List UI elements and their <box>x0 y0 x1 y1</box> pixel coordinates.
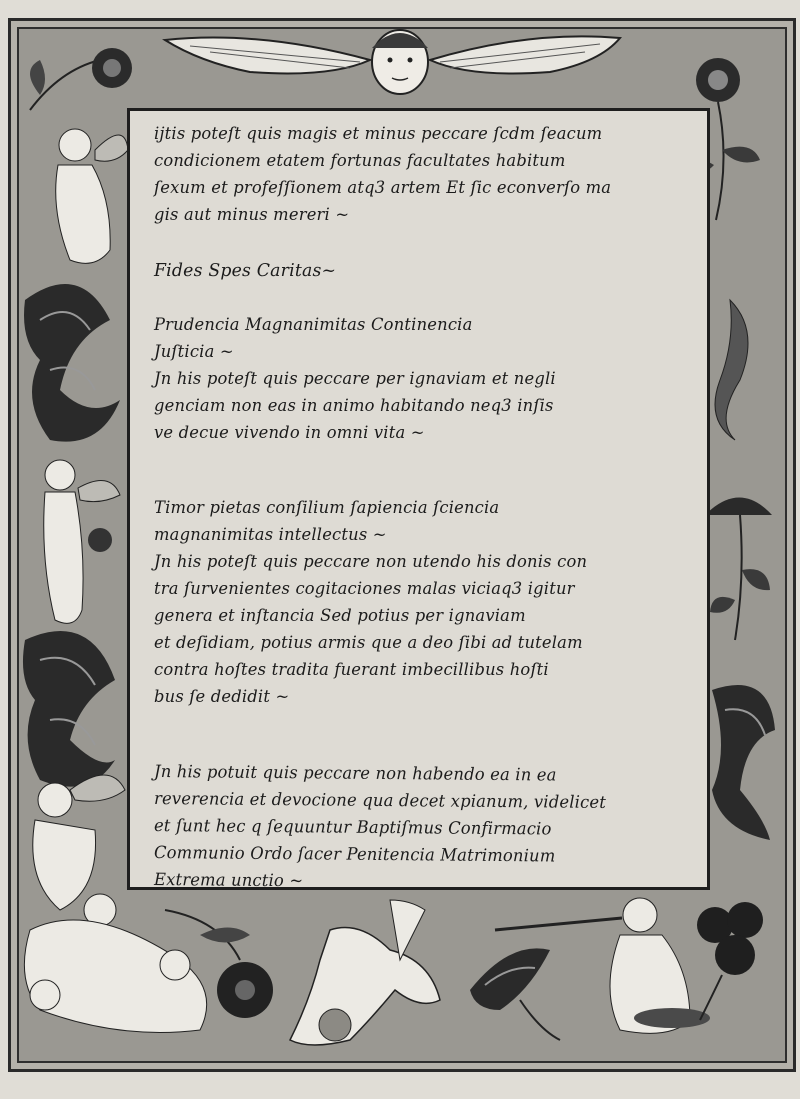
manuscript-line: contra hoſtes tradita fuerant imbecillibus hoſti <box>154 660 549 680</box>
manuscript-line: magnanimitas intellectus ~ <box>154 525 387 545</box>
manuscript-line: Extrema unctio ~ <box>153 870 304 892</box>
manuscript-line: genciam non eas in animo habitando neq3 inſis <box>154 396 554 416</box>
acanthus-leaf-illustration <box>712 685 775 840</box>
mushroom-flower-illustration <box>705 498 772 641</box>
manuscript-heading: Fides Spes Caritas~ <box>154 260 337 281</box>
manuscript-line: gis aut minus mereri ~ <box>154 205 350 225</box>
manuscript-line: ve decue vivendo in omni vita ~ <box>154 423 425 443</box>
manuscript-line: Jn his poteſt quis peccare non utendo his donis con <box>154 552 588 572</box>
manuscript-line: Jn his potuit quis peccare non habendo ea in ea <box>153 762 557 786</box>
manuscript-line: reverencia et devocione qua decet xpianum, videlicet <box>153 789 607 813</box>
manuscript-line: genera et inſtancia Sed potius per ignaviam <box>154 606 526 626</box>
manuscript-line: Juſticia ~ <box>154 342 234 362</box>
flower-illustration <box>30 48 132 110</box>
manuscript-text-panel <box>127 108 710 890</box>
tumbling-cherub-illustration <box>290 900 440 1045</box>
manuscript-line: condicionem etatem fortunas facultates habitum <box>154 151 566 171</box>
manuscript-line: Jn his poteſt quis peccare per ignaviam et negli <box>154 369 556 389</box>
acanthus-leaf-illustration <box>23 631 115 787</box>
manuscript-line: Prudencia Magnanimitas Continencia <box>154 315 473 335</box>
manuscript-line: Communio Ordo ſacer Penitencia Matrimonium <box>153 843 556 867</box>
leaf-illustration <box>715 300 748 440</box>
manuscript-line: ſexum et profeſſionem atq3 artem Et ſic econverſo ma <box>154 178 612 198</box>
manuscript-line: tra ſurvenientes cogitaciones malas viciaq3 igitur <box>154 579 575 599</box>
flower-illustration <box>697 902 763 1020</box>
manuscript-line: Timor pietas conſilium ſapiencia ſciencia <box>154 498 500 518</box>
flower-illustration <box>470 948 560 1040</box>
manuscript-line: et ſunt hec q ſequuntur Baptiſmus Confirmacio <box>153 816 552 840</box>
manuscript-line: ijtis poteſt quis magis et minus peccare ſcdm ſeacum <box>154 124 603 144</box>
manuscript-line: et deſidiam, potius armis que a deo ſibi ad tutelam <box>154 633 583 653</box>
winged-cherub-head-illustration <box>165 30 620 94</box>
manuscript-line: bus ſe dedidit ~ <box>154 687 290 707</box>
cherub-illustration <box>56 129 128 263</box>
cherub-illustration <box>44 460 120 623</box>
acanthus-leaf-illustration <box>24 284 120 442</box>
